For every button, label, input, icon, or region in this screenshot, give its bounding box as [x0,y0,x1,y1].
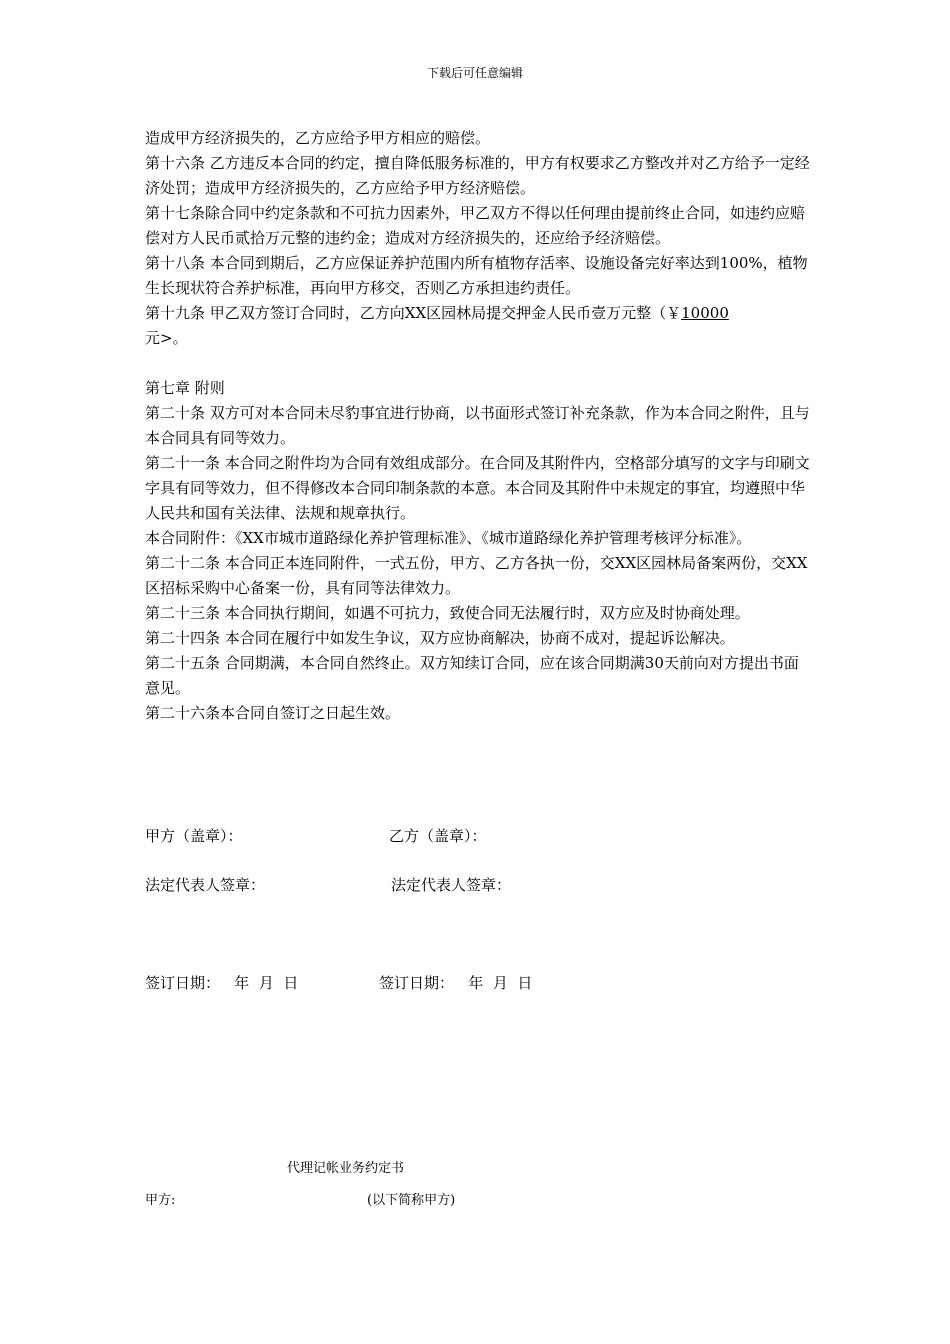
clause-16: 第十六条 乙方违反本合同的约定，擅自降低服务标准的，甲方有权要求乙方整改并对乙方给予一定经济处罚；造成甲方经济损失的，乙方应给予甲方经济赔偿。 [145,154,810,197]
clause-19-text: 第十九条 甲乙双方签订合同时，乙方向XX区园林局提交押金人民币壹万元整（￥ [145,304,682,322]
clause-25: 第二十五条 合同期满，本合同自然终止。双方知续订合同，应在该合同期满30天前向对方提出书面意见。 [145,654,799,697]
deposit-amount: 10000 [681,304,729,322]
party-b-seal: 乙方（盖章）： [389,827,487,845]
legal-rep-b: 法定代表人签章： [391,876,512,894]
sign-date-a: 签订日期： 年 月 日 [145,974,299,992]
blank-line [145,351,813,376]
clause-19-end: 元>。 [145,329,188,347]
clause-18: 第十八条 本合同到期后，乙方应保证养护范围内所有植物存活率、设施设备完好率达到100%，植物生长现状符合养护标准，再向甲方移交，否则乙方承担违约责任。 [145,254,808,297]
clause-17: 第十七条除合同中约定条款和不可抗力因素外，甲乙双方不得以任何理由提前终止合同，如违约应赔偿对方人民币贰拾万元整的违约金；造成对方经济损失的，还应给予经济赔偿。 [145,204,806,247]
sign-date-b: 签订日期： 年 月 日 [379,974,533,992]
clause-20: 第二十条 双方可对本合同未尽豹事宜进行协商，以书面形式签订补充条款，作为本合同之附件，且与本合同具有同等效力。 [145,404,810,447]
legal-rep-a: 法定代表人签章： [145,876,266,894]
contract-body [145,126,813,726]
clause-23: 第二十三条 本合同执行期间，如遇不可抗力，致使合同无法履行时，双方应及时协商处理。 [145,604,750,622]
clause-21: 第二十一条 本合同之附件均为合同有效组成部分。在合同及其附件内，空格部分填写的文字与印刷文字具有同等效力，但不得修改本合同印制条款的本意。本合同及其附件中未规定的事宜，均遵照中华人民共和国有关法律、法规和规章执行。 [145,454,810,522]
second-document-title: 代理记帐业务约定书 [287,1161,405,1176]
clause-19 [145,301,813,351]
clause-15-tail: 造成甲方经济损失的，乙方应给予甲方相应的赔偿。 [145,129,491,147]
clause-22: 第二十二条 本合同正本连同附件，一式五份，甲方、乙方各执一份，交XX区园林局备案两份，交XX区招标采购中心备案一份，具有同等法律效力。 [145,554,808,597]
contract-attachments: 本合同附件：《XX市城市道路绿化养护管理标准》、《城市道路绿化养护管理考核评分标准》。 [145,529,752,547]
clause-24: 第二十四条 本合同在履行中如发生争议，双方应协商解决，协商不成对，提起诉讼解决。 [145,629,735,647]
second-doc-party-a-note: (以下简称甲方) [367,1193,456,1208]
clause-26: 第二十六条本合同自签订之日起生效。 [145,704,401,722]
chapter-7-heading: 第七章 附则 [145,379,225,397]
second-doc-party-a-label: 甲方: [145,1193,176,1208]
party-a-seal: 甲方（盖章）： [145,827,243,845]
page-header: 下载后可任意编辑 [426,66,523,80]
